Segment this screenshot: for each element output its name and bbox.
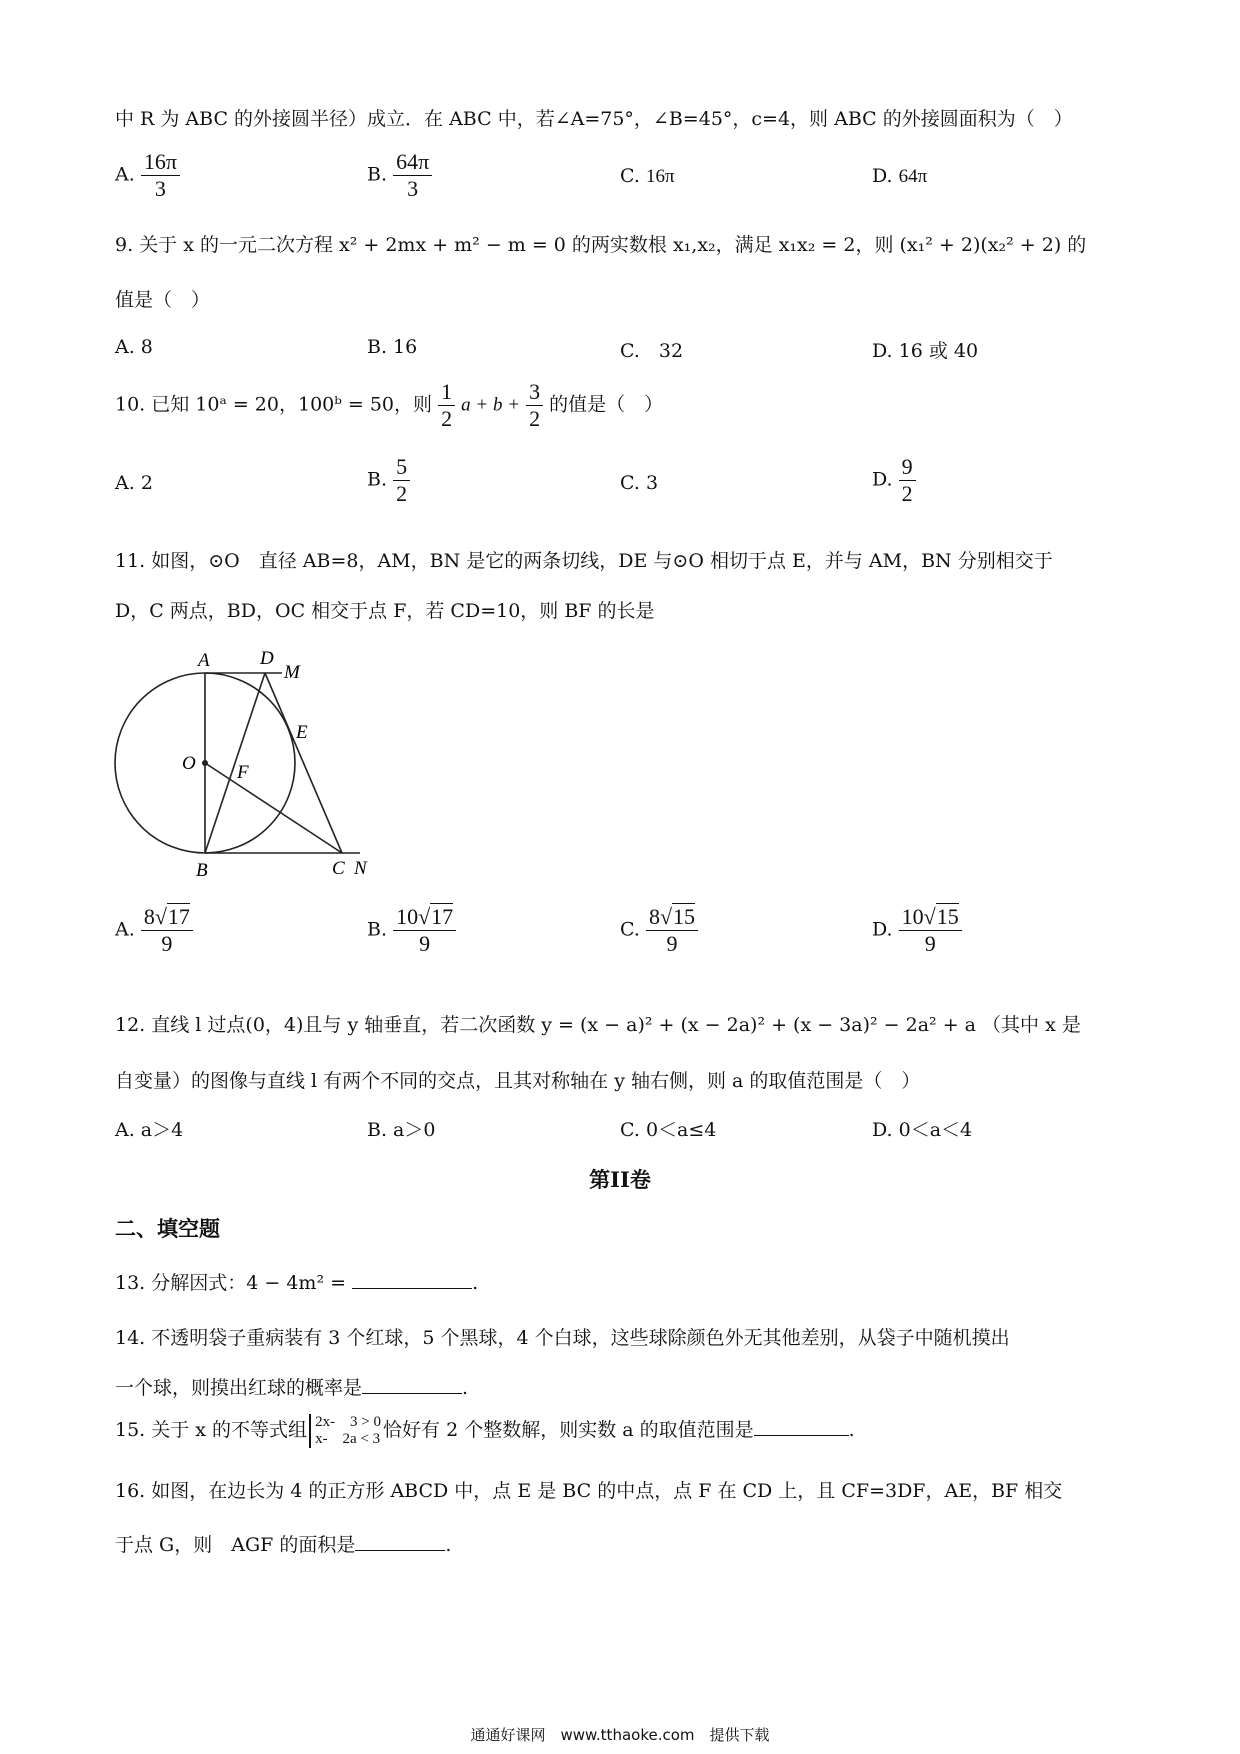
footer-download-note: 通通好课网 www.tthaoke.com 提供下载 — [470, 1726, 770, 1744]
q14-line2: 一个球，则摸出红球的概率是 . — [115, 1377, 469, 1399]
q14-line1: 14. 不透明袋子重病装有 3 个红球，5 个黑球，4 个白球，这些球除颜色外无其他差别，从袋子中随机摸出 — [115, 1327, 1010, 1349]
q15-answer-blank[interactable] — [754, 1417, 849, 1436]
q11-option-b: B. $\frac{10√17}{9}$ — [367, 905, 456, 956]
q16-line2: 于点 G，则 AGF 的面积是 . — [115, 1534, 452, 1556]
q14-answer-blank[interactable] — [362, 1375, 462, 1394]
segment-oc — [205, 763, 342, 853]
q12-option-a: A. a＞4 — [115, 1119, 184, 1141]
q16-line1: 16. 如图，在边长为 4 的正方形 ABCD 中，点 E 是 BC 的中点，点 F 在 CD 上，且 CF=3DF，AE，BF 相交 — [115, 1480, 1063, 1502]
q16-answer-blank[interactable] — [355, 1532, 445, 1551]
q9-line2: 值是（ ） — [115, 289, 211, 311]
label-d: D — [260, 648, 274, 669]
label-f: F — [237, 762, 249, 783]
q12-line1: 12. 直线 l 过点(0，4)且与 y 轴垂直，若二次函数 y = (x − a)² + (x − 2a)² + (x − 3a)² − 2a² + a （其中 x 是 — [115, 1014, 1081, 1036]
q12-option-c: C. 0＜a≤4 — [620, 1119, 717, 1141]
q13: 13. 分解因式：4 − 4m² = . — [115, 1272, 479, 1294]
q11-line2: D，C 两点，BD，OC 相交于点 F，若 CD=10，则 BF 的长是 — [115, 600, 655, 622]
inequality-system: 2x- 3 > 0 x- 2a < 3 — [309, 1414, 381, 1448]
q11-geometry-figure — [110, 648, 390, 878]
part-title: 第II卷 — [589, 1167, 651, 1192]
q9-option-c: C. 32 — [620, 340, 684, 362]
q12-option-b: B. a＞0 — [367, 1119, 436, 1141]
q10-stem: 10. 已知 10ᵃ = 20，100ᵇ = 50，则 $\frac{1}{2}$ a + b + $\frac{3}{2}$ 的值是（ ） — [115, 379, 664, 432]
label-n: N — [354, 858, 367, 878]
q8-continuation: 中 R 为 ABC 的外接圆半径）成立．在 ABC 中，若∠A=75°，∠B=45°，c=4，则 ABC 的外接圆面积为（ ） — [115, 108, 1073, 130]
center-point-o — [202, 760, 208, 766]
tangent-dc — [265, 673, 342, 853]
q11-option-a: A. $\frac{8√17}{9}$ — [115, 905, 193, 956]
q10-option-d: D. $\frac{9}{2}$ — [872, 455, 916, 506]
q9-line1: 9. 关于 x 的一元二次方程 x² + 2mx + m² − m = 0 的两实数根 x₁,x₂，满足 x₁x₂ = 2，则 (x₁² + 2)(x₂² + 2) 的 — [115, 234, 1087, 256]
section-heading: 二、填空题 — [115, 1216, 220, 1241]
q11-line1: 11. 如图，⊙O 直径 AB=8，AM，BN 是它的两条切线，DE 与⊙O 相切于点 E，并与 AM，BN 分别相交于 — [115, 550, 1053, 572]
label-m: M — [284, 662, 300, 683]
q12-line2: 自变量）的图像与直线 l 有两个不同的交点，且其对称轴在 y 轴右侧，则 a 的取值范围是（ ） — [115, 1070, 921, 1092]
label-c: C — [332, 858, 345, 878]
q11-option-c: C. $\frac{8√15}{9}$ — [620, 905, 698, 956]
q15: 15. 关于 x 的不等式组 2x- 3 > 0 x- 2a < 3 恰好有 2 个整数解，则实数 a 的取值范围是 . — [115, 1414, 855, 1447]
q9-option-a: A. 8 — [115, 336, 153, 358]
segment-bd — [205, 673, 265, 853]
q8-option-a: A. $\frac{16\pi}{3}$ — [115, 150, 180, 201]
label-o: O — [182, 753, 196, 774]
q8-option-b: B. $\frac{64\pi}{3}$ — [367, 150, 432, 201]
q10-option-b: B. $\frac{5}{2}$ — [367, 455, 410, 506]
label-a: A — [198, 650, 210, 671]
q11-option-d: D. $\frac{10√15}{9}$ — [872, 905, 962, 956]
q10-option-c: C. 3 — [620, 472, 659, 494]
q9-option-b: B. 16 — [367, 336, 418, 358]
q10-option-a: A. 2 — [115, 472, 153, 494]
q13-answer-blank[interactable] — [352, 1270, 472, 1289]
q12-option-d: D. 0＜a＜4 — [872, 1119, 973, 1141]
q8-option-d: D. 64π — [872, 165, 928, 187]
q9-option-d: D. 16 或 40 — [872, 340, 979, 362]
q8-option-c: C. 16π — [620, 165, 675, 187]
label-e: E — [296, 722, 308, 743]
label-b: B — [196, 860, 208, 878]
